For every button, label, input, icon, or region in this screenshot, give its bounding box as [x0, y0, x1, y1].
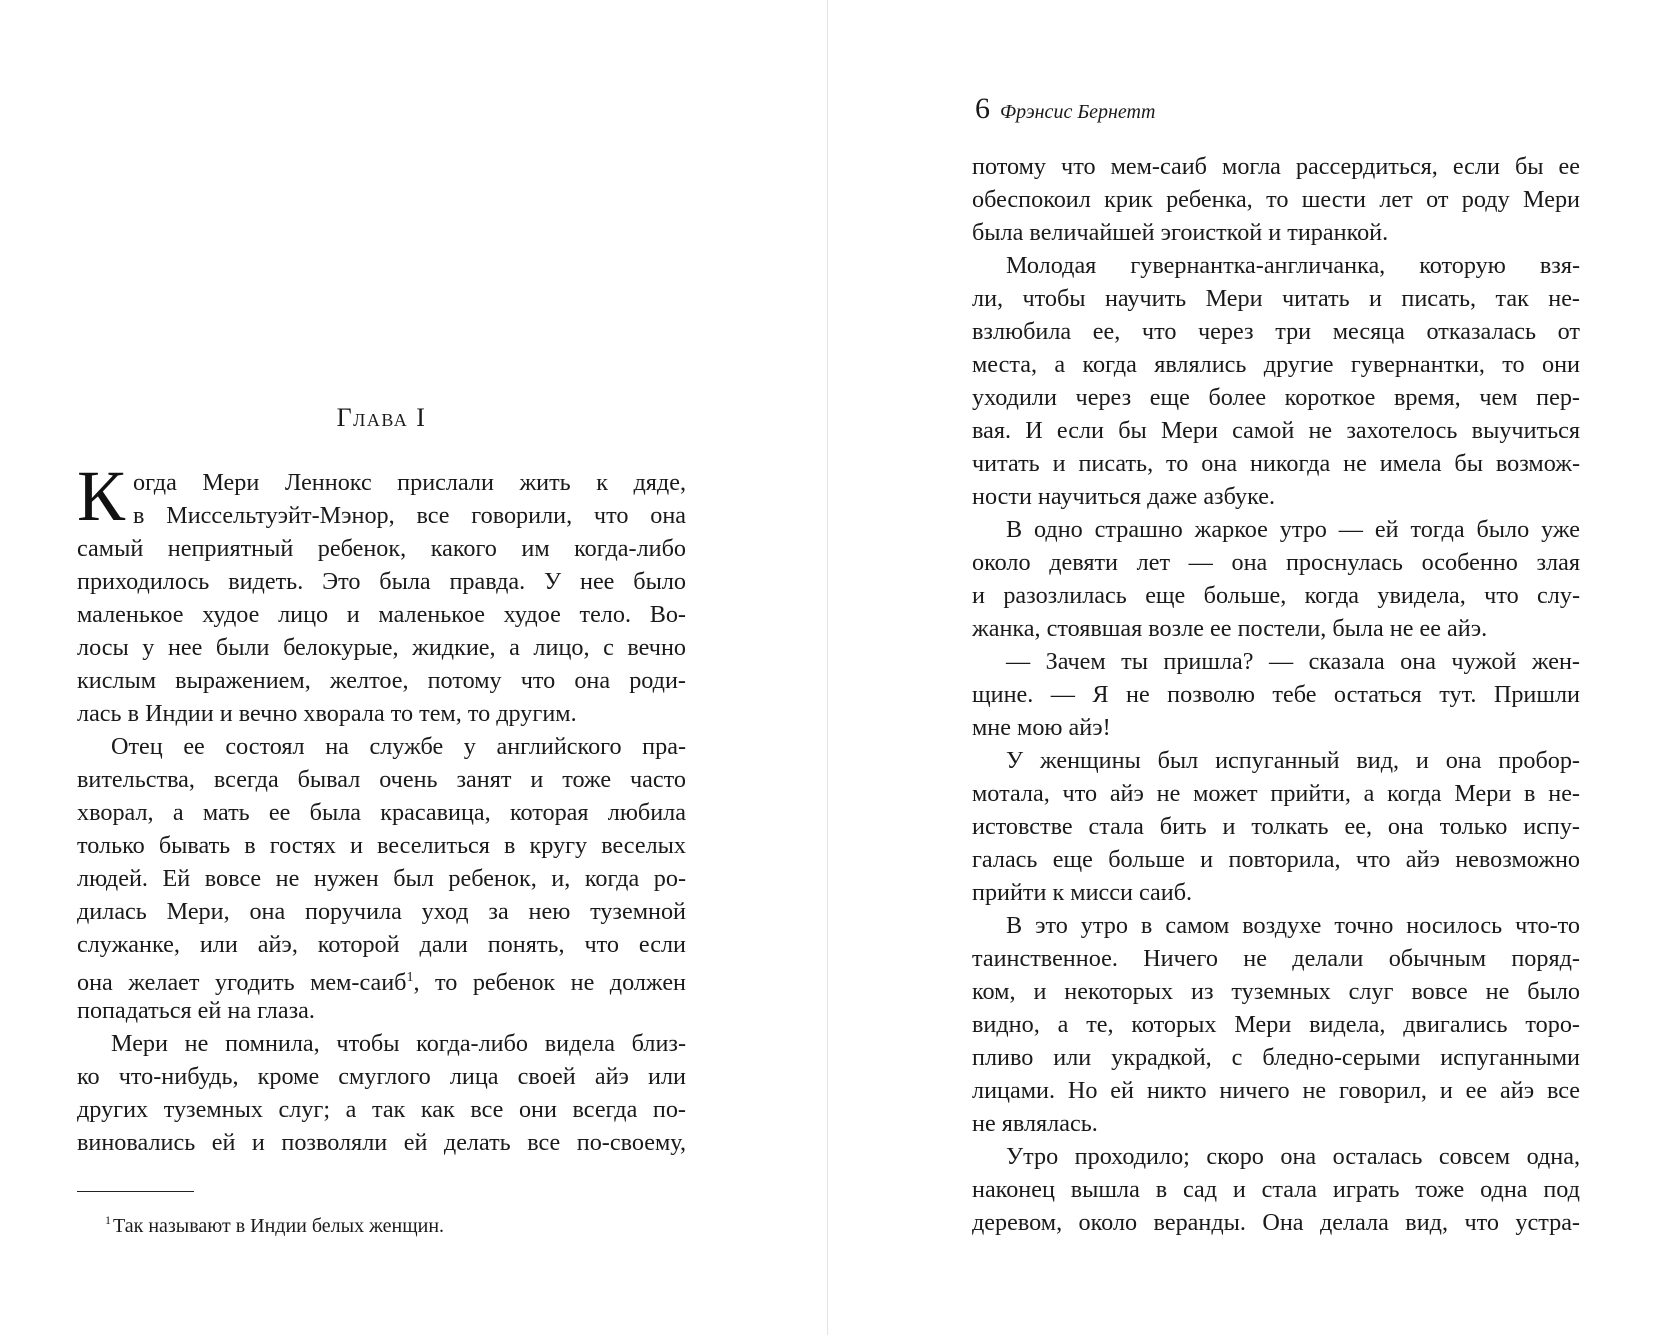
text-line: попадаться ей на глаза. [77, 997, 315, 1024]
paragraph-first-line: Отец ее состоял на службе у английского пра- [111, 733, 686, 760]
text-line: читать и писать, то она никогда не имела бы возмож- [972, 450, 1580, 477]
left-page [0, 0, 827, 1335]
footnote-reference[interactable]: 1 [406, 970, 414, 985]
left-lines-after-block [77, 994, 686, 1159]
paragraph-first-line: В одно страшно жаркое утро — ей тогда было уже [1006, 516, 1580, 543]
text-line: лосы у нее были белокурые, жидкие, а лицо, с вечно [77, 634, 686, 661]
text-line: виновались ей и позволяли ей делать все по-своему, [77, 1129, 686, 1156]
text-line: других туземных слуг; а так как все они всегда по- [77, 1096, 686, 1123]
footnote-marker: 1 [105, 1213, 111, 1227]
page-number: 6 [975, 92, 990, 125]
text-line: щине. — Я не позволю тебе остаться тут. Пришли [972, 681, 1580, 708]
text-line: прийти к мисси саиб. [972, 879, 1193, 906]
text-line: приходилось видеть. Это была правда. У нее было [77, 568, 686, 595]
text-line: самый неприятный ребенок, какого им когда-либо [77, 535, 686, 562]
right-page-body [972, 150, 1580, 1239]
text-line: пливо или украдкой, с бледно-серыми испуганными [972, 1044, 1580, 1071]
running-head [975, 92, 1155, 126]
text-line: маленькое худое лицо и маленькое худое тело. Во- [77, 601, 686, 628]
text-fragment: она желает угодить мем-саиб [77, 969, 407, 996]
text-line: была величайшей эгоисткой и тиранкой. [972, 219, 1389, 246]
paragraph-first-line: Мери не помнила, чтобы когда-либо видела близ- [111, 1030, 686, 1057]
text-line: ли, чтобы научить Мери читать и писать, так не- [972, 285, 1580, 312]
running-head-author: Фрэнсис Бернетт [1000, 101, 1156, 123]
text-line: вительства, всегда бывал очень занят и тоже часто [77, 766, 686, 793]
text-line: лицами. Но ей никто ничего не говорил, и ее айэ все [972, 1077, 1580, 1104]
text-line: мне мою айэ! [972, 714, 1111, 741]
text-line: только бывать в гостях и веселиться в кругу веселых [77, 832, 686, 859]
text-line: ности научиться даже азбуке. [972, 483, 1276, 510]
chapter-title: Глава I [336, 403, 427, 432]
text-line: таинственное. Ничего не делали обычным поряд- [972, 945, 1580, 972]
paragraph-first-line: Утро проходило; скоро она осталась совсем одна, [1006, 1143, 1580, 1170]
text-line: служанке, или айэ, которой дали понять, что если [77, 931, 686, 958]
text-line: вая. И если бы Мери самой не захотелось выучиться [972, 417, 1580, 444]
paragraph-first-line: У женщины был испуганный вид, и она пробор- [1006, 747, 1580, 774]
text-line: наконец вышла в сад и стала играть тоже одна под [972, 1176, 1580, 1203]
text-line: ко что-нибудь, кроме смуглого лица своей айэ или [77, 1063, 686, 1090]
left-lines-block [77, 532, 686, 961]
footnote-separator [77, 1191, 194, 1192]
text-line: места, а когда являлись другие гувернантки, то они [972, 351, 1580, 378]
text-line: видно, а те, которых Мери видела, двигались торо- [972, 1011, 1580, 1038]
text-line: ком, и некоторых из туземных слуг вовсе не было [972, 978, 1580, 1005]
paragraph-first-line: — Зачем ты пришла? — сказала она чужой жен- [1006, 648, 1580, 675]
text-line: дилась Мери, она поручила уход за нею туземной [77, 898, 686, 925]
text-line: людей. Ей вовсе не нужен был ребенок, и, когда ро- [77, 865, 686, 892]
text-line: хворал, а мать ее была красавица, которая любила [77, 799, 686, 826]
text-line: уходили через еще более короткое время, чем пер- [972, 384, 1580, 411]
text-line: огда Мери Леннокс прислали жить к дяде, [133, 469, 686, 496]
drop-cap: К [77, 456, 126, 536]
text-line: истовстве стала бить и толкать ее, она только испу- [972, 813, 1580, 840]
text-line: мотала, что айэ не может прийти, а когда Мери в не- [972, 780, 1580, 807]
text-line: не являлась. [972, 1110, 1098, 1137]
text-line: обеспокоил крик ребенка, то шести лет от роду Мери [972, 186, 1580, 213]
text-line: в Миссельтуэйт-Мэнор, все говорили, что она [133, 502, 686, 529]
text-line: потому что мем-саиб могла рассердиться, если бы ее [972, 153, 1580, 180]
text-line: и разозлилась еще больше, когда увидела, что слу- [972, 582, 1580, 609]
text-line: лась в Индии и вечно хворала то тем, то другим. [77, 700, 577, 727]
footnote [105, 1207, 444, 1239]
text-line: кислым выражением, желтое, потому что она роди- [77, 667, 686, 694]
paragraph-first-line: В это утро в самом воздухе точно носилось что-то [1006, 912, 1580, 939]
text-fragment: , то ребенок не должен [413, 969, 687, 996]
left-page-body [77, 466, 686, 1159]
text-line: деревом, около веранды. Она делала вид, что устра- [972, 1209, 1580, 1236]
text-line-with-footnote-ref [77, 961, 686, 994]
text-line: жанка, стоявшая возле ее постели, была не ее айэ. [972, 615, 1488, 642]
text-line: взлюбила ее, что через три месяца отказалась от [972, 318, 1580, 345]
text-line: около девяти лет — она проснулась особенно злая [972, 549, 1580, 576]
paragraph-first-line: Молодая гувернантка-англичанка, которую взя- [1006, 252, 1580, 279]
text-line: галась еще больше и повторила, что айэ невозможно [972, 846, 1580, 873]
footnote-text: Так называют в Индии белых женщин. [113, 1215, 445, 1237]
